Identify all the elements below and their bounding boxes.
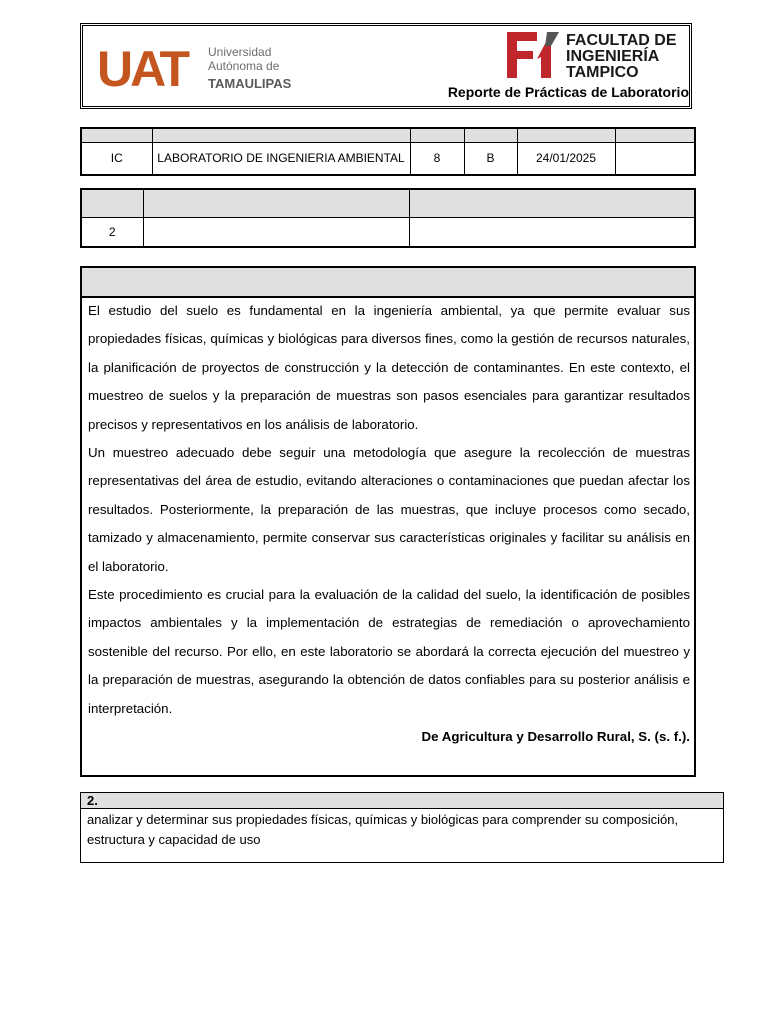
report-title: Reporte de Prácticas de Laboratorio — [447, 84, 689, 100]
practice-extra-cell — [409, 217, 695, 247]
fi-line2: INGENIERÍA — [566, 48, 660, 65]
fi-logo-mark — [507, 32, 567, 80]
introduction-body — [88, 297, 690, 752]
empty-cell — [615, 142, 695, 175]
introduction-section — [80, 266, 696, 777]
introduction-heading — [82, 268, 694, 298]
citation: De Agricultura y Desarrollo Rural, S. (s. f.). — [421, 729, 690, 745]
uat-logo — [97, 41, 297, 97]
objective-section — [80, 792, 724, 863]
objective-text: analizar y determinar sus propiedades físicas, químicas y biológicas para comprender su composición, estructura y capacidad de uso — [87, 812, 679, 847]
document-header — [80, 23, 692, 109]
semester-cell: 8 — [410, 142, 464, 175]
header-cell — [81, 128, 152, 142]
practice-number-cell: 2 — [81, 217, 143, 247]
uat-logo-line1: Universidad — [208, 45, 272, 59]
course-info-row — [81, 142, 695, 175]
header-cell — [152, 128, 410, 142]
header-cell — [464, 128, 517, 142]
practice-row — [81, 217, 695, 247]
header-cell — [410, 128, 464, 142]
introduction-paragraph: El estudio del suelo es fundamental en la ingeniería ambiental, ya que permite evaluar sus propiedades físicas, químicas y biológicas para diversos fines, como la gestión de recursos naturales, la planificación de proyectos de construcción y la detección de contaminantes. En este contexto, el muestreo de suelos y la preparación de muestras son pasos esenciales para garantizar resultados precisos y representativos en los análisis de laboratorio. — [88, 303, 690, 432]
uat-logo-line3: TAMAULIPAS — [208, 76, 292, 91]
subject-cell: LABORATORIO DE INGENIERIA AMBIENTAL — [152, 142, 410, 175]
fi-line3: TAMPICO — [566, 64, 639, 81]
practice-name-cell — [143, 217, 409, 247]
course-info-header-row — [81, 128, 695, 142]
practice-table — [80, 188, 696, 248]
date-cell: 24/01/2025 — [517, 142, 615, 175]
introduction-paragraph: Un muestreo adecuado debe seguir una metodología que asegure la recolección de muestras representativas del área de estudio, evitando alteraciones o contaminaciones que puedan afectar los resultados. Posteriormente, la preparación de las muestras, que incluye procesos como secado, tamizado y almacenamiento, permite conservar sus características originales y facilitar su análisis en el laboratorio. — [88, 445, 690, 574]
uat-logo-line2: Autónoma de — [208, 59, 280, 73]
introduction-paragraph: Este procedimiento es crucial para la evaluación de la calidad del suelo, la identificación de posibles impactos ambientales y la implementación de estrategias de remediación o aprovechamiento sostenible del recurso. Por ello, en este laboratorio se abordará la correcta ejecución del muestreo y la preparación de muestras, asegurando la obtención de datos confiables para su posterior análisis e interpretación. — [88, 587, 690, 716]
objective-heading: 2. — [81, 793, 723, 809]
career-cell: IC — [81, 142, 152, 175]
header-cell — [615, 128, 695, 142]
uat-logo-letters: UAT — [97, 41, 188, 97]
header-cell — [81, 189, 143, 217]
fi-logo-icon — [507, 32, 567, 80]
header-cell — [517, 128, 615, 142]
practice-header-row — [81, 189, 695, 217]
course-info-table — [80, 127, 696, 176]
group-cell: B — [464, 142, 517, 175]
fi-line1: FACULTAD DE — [566, 32, 677, 49]
header-cell — [143, 189, 409, 217]
header-cell — [409, 189, 695, 217]
